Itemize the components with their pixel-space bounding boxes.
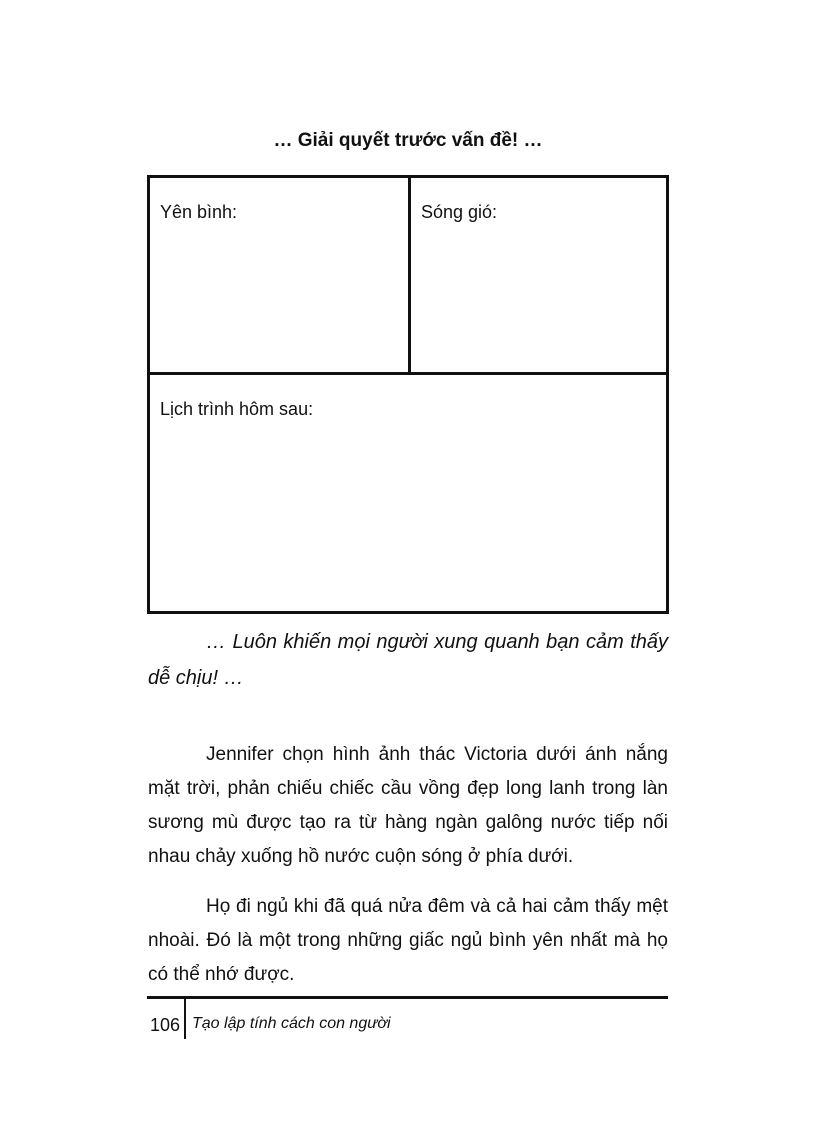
worksheet-box	[147, 175, 669, 614]
paragraph: Jennifer chọn hình ảnh thác Victoria dưới ánh nắng mặt trời, phản chiếu chiếc cầu vồng đẹp long lanh trong làn sương mù được tạo ra từ hàng ngàn galông nước tiếp nối nhau chảy xuống hồ nước cuộn sóng ở phía dưới.	[148, 744, 668, 867]
footer-separator	[184, 999, 186, 1039]
calm-cell	[150, 178, 411, 375]
schedule-cell	[150, 375, 666, 611]
page-number: 106	[150, 1015, 181, 1035]
section-heading: … Giải quyết trước vấn đề! …	[273, 130, 543, 151]
storm-label: Sóng gió:	[421, 202, 498, 222]
footer-rule	[147, 996, 668, 999]
schedule-label: Lịch trình hôm sau:	[160, 399, 314, 419]
storm-cell	[411, 178, 666, 375]
body-text	[148, 738, 668, 1008]
running-title: Tạo lập tính cách con người	[192, 1015, 391, 1032]
quote-text: … Luôn khiến mọi người xung quanh bạn cảm thấy dễ chịu! …	[148, 631, 668, 689]
paragraph: Họ đi ngủ khi đã quá nửa đêm và cả hai cảm thấy mệt nhoài. Đó là một trong những giấc ngủ bình yên nhất mà họ có thể nhớ được.	[148, 896, 668, 985]
calm-label: Yên bình:	[160, 202, 238, 222]
